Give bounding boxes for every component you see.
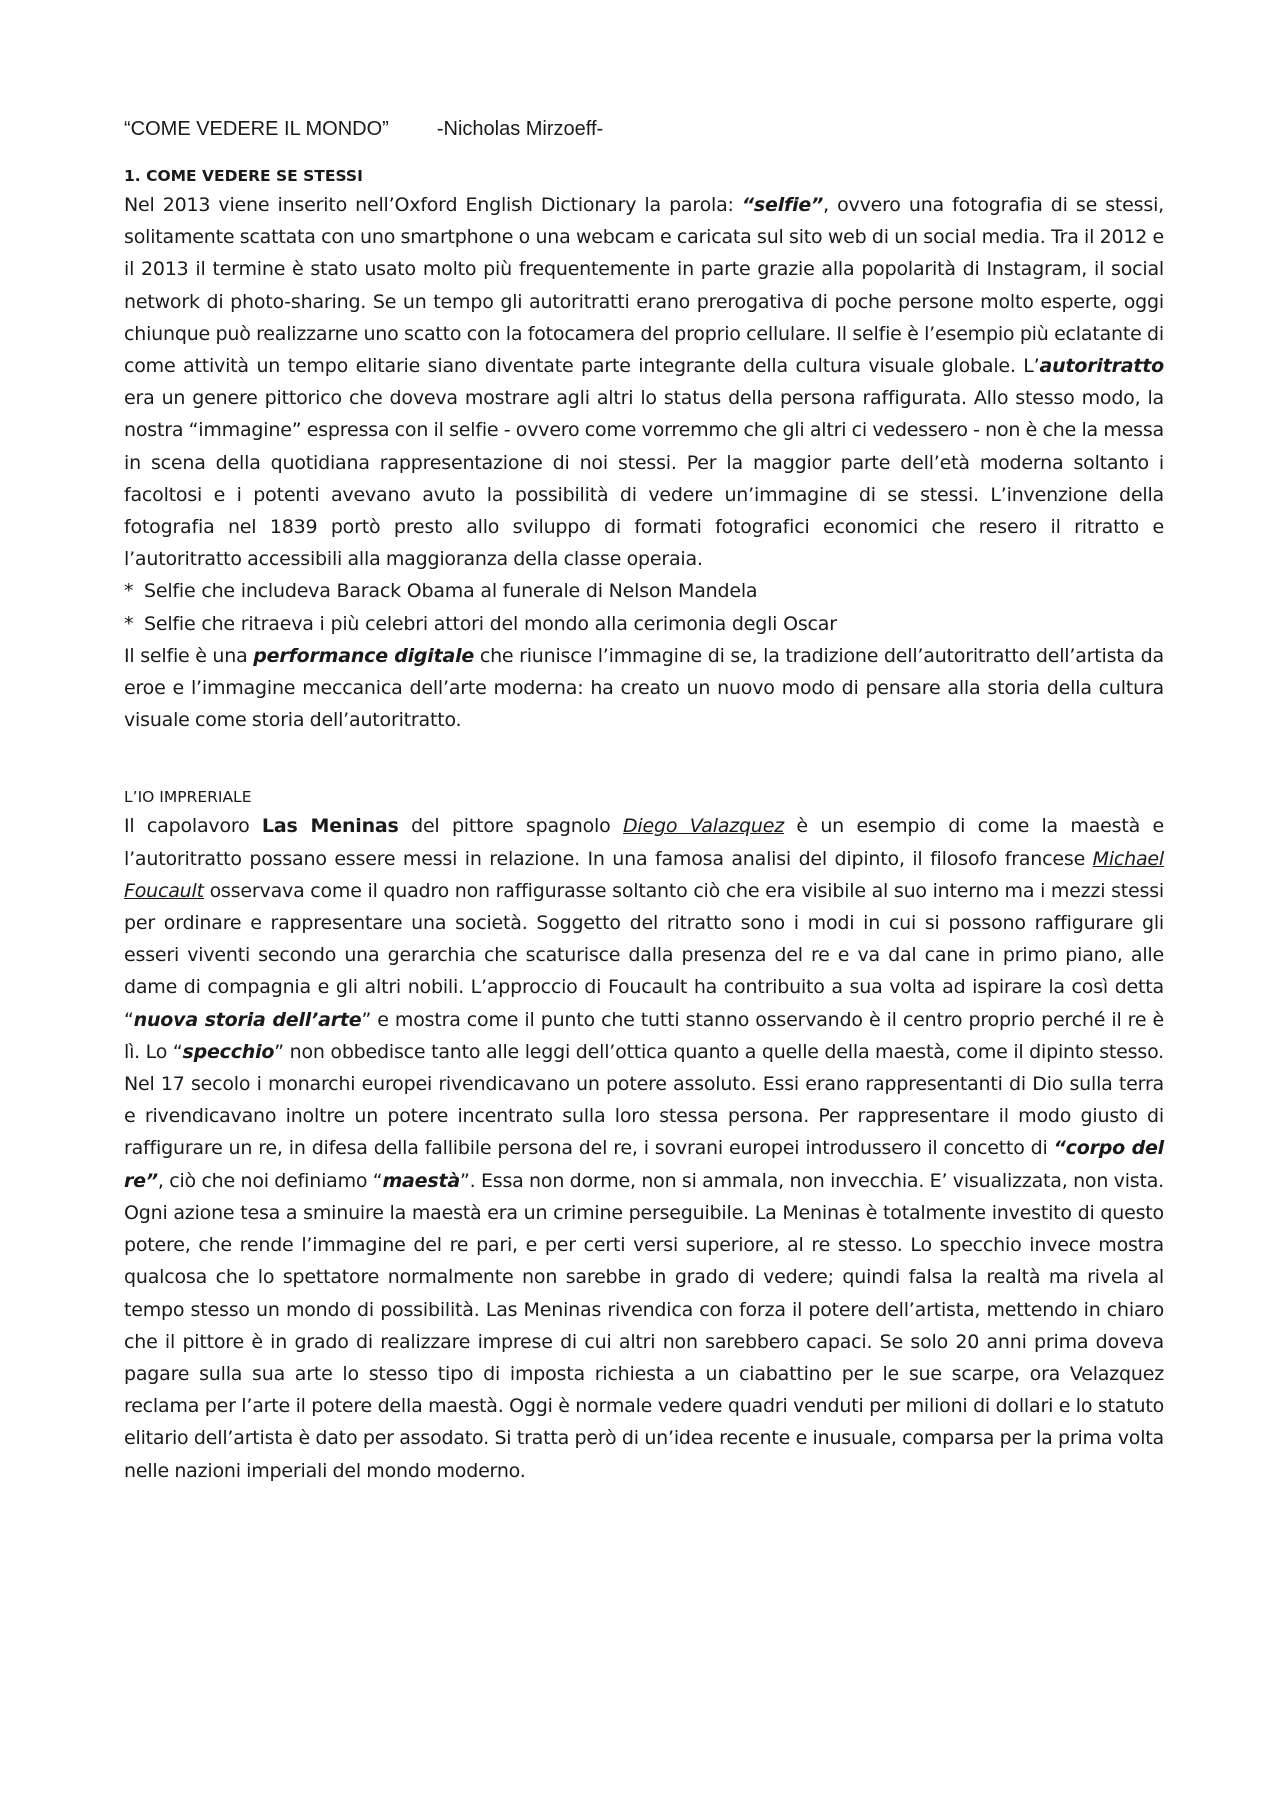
- section-heading-io-imperiale: L’IO IMPRERIALE: [124, 788, 252, 807]
- text-run: , ciò che noi definiamo “: [157, 1169, 383, 1192]
- term-selfie: “selfie”: [741, 194, 824, 216]
- document-title-line: [124, 118, 1164, 141]
- text-run: era un genere pittorico che doveva mostrare agli altri lo status della persona raffigurata. Allo stesso modo, la nostra “immagine” espressa con il selfie - ovvero come vorremmo che gli altri ci vedessero - non è che la messa in scena della quotidiana rappresentazione di noi stessi. Per la maggior parte dell’età moderna soltanto i facoltosi e i potenti avevano avuto la possibilità di vedere un’immagine di se stessi. L’invenzione della fotografia nel 1839 portò presto allo sviluppo di formati fotografici economici che resero il ritratto e l’autoritratto accessibili alla maggioranza della classe operaia.: [124, 387, 1164, 571]
- paragraph-las-meninas: [124, 810, 1164, 1486]
- bullet-item: * Selfie che includeva Barack Obama al funerale di Nelson Mandela: [124, 575, 1164, 607]
- text-run: che riunisce l’immagine di se, la tradizione dell’autoritratto dell’artista da eroe e l’immagine meccanica dell’arte moderna: ha creato un nuovo modo di pensare alla storia della cultura visuale come storia dell’autoritratto.: [124, 644, 1164, 732]
- term-nuova-storia-dell-arte: nuova storia dell’arte: [133, 1008, 362, 1031]
- document-page: [124, 118, 1164, 1487]
- text-run: ” non obbedisce tanto alle leggi dell’ottica quanto a quelle della maestà, come il dipinto stesso. Nel 17 secolo i monarchi europei rivendicavano un potere assoluto. Essi erano rappresentanti di Dio sulla terra e rivendicavano inoltre un potere incentrato sulla loro stessa persona. Per rappresentare il modo giusto di raffigurare un re, in difesa della fallibile persona del re, i sovrani europei introdussero il concetto di: [124, 1040, 1165, 1160]
- document-author: -Nicholas Mirzoeff-: [436, 118, 604, 140]
- text-run: è un esempio di come la maestà e l’autoritratto possano essere messi in relazione. In una famosa analisi del dipinto, il filosofo francese: [124, 815, 1164, 870]
- term-maesta: maestà: [382, 1169, 460, 1192]
- name-michael-foucault: Michael Foucault: [124, 847, 1164, 902]
- term-performance-digitale: performance digitale: [253, 644, 475, 667]
- text-run: , ovvero una fotografia di se stessi, solitamente scattata con uno smartphone o una webcam e caricata sul sito web di un social media. Tra il 2012 e il 2013 il termine è stato usato molto più frequentemente in parte grazie alla popolarità di Instagram, il social network di photo-sharing. Se un tempo gli autoritratti erano prerogativa di poche persone molto esperte, oggi chiunque può realizzarne uno scatto con la fotocamera del proprio cellulare. Il selfie è l’esempio più eclatante di come attività un tempo elitarie siano diventate parte integrante della cultura visuale globale. L’: [124, 194, 1164, 378]
- bullet-item: * Selfie che ritraeva i più celebri attori del mondo alla cerimonia degli Oscar: [124, 608, 1164, 640]
- term-las-meninas: Las Meninas: [261, 815, 399, 838]
- name-diego-valazquez: Diego Valazquez: [622, 815, 784, 838]
- bullet-list: [124, 575, 1164, 639]
- text-run: ” e mostra come il punto che tutti stanno osservando è il centro proprio perché il re è lì. Lo “: [124, 1008, 1164, 1063]
- term-specchio: specchio: [182, 1040, 275, 1063]
- text-run: Il capolavoro: [124, 815, 262, 838]
- term-autoritratto: autoritratto: [1039, 355, 1164, 378]
- text-run: ”. Essa non dorme, non si ammala, non invecchia. E’ visualizzata, non vista. Ogni azione tesa a sminuire la maestà era un crimine perseguibile. La Meninas è totalmente investito di questo potere, che rende l’immagine del re pari, e per certi versi superiore, al re stesso. Lo specchio invece mostra qualcosa che lo spettatore normalmente non sarebbe in grado di vedere; quindi falsa la realtà ma rivela al tempo stesso un mondo di possibilità. Las Meninas rivendica con forza il potere dell’artista, mettendo in chiaro che il pittore è in grado di realizzare imprese di cui altri non sarebbero capaci. Se solo 20 anni prima doveva pagare sulla sua arte lo stesso tipo di imposta richiesta a un ciabattino per le sue scarpe, ora Velazquez reclama per l’arte il potere della maestà. Oggi è normale vedere quadri venduti per milioni di dollari e lo statuto elitario dell’artista è dato per assodato. Si tratta però di un’idea recente e inusuale, comparsa per la prima volta nelle nazioni imperiali del mondo moderno.: [124, 1169, 1164, 1482]
- text-run: Nel 2013 viene inserito nell’Oxford English Dictionary la parola:: [124, 194, 742, 216]
- document-title: “COME VEDERE IL MONDO”: [124, 118, 389, 140]
- text-run: osservava come il quadro non raffigurasse soltanto ciò che era visibile al suo interno ma i mezzi stessi per ordinare e rappresentare una società. Soggetto del ritratto sono i modi in cui si possono raffigurare gli esseri viventi secondo una gerarchia che scaturisce dalla presenza del re e va dal cane in primo piano, alle dame di compagnia e gli altri nobili. L’approccio di Foucault ha contribuito a sua volta ad ispirare la così detta “: [124, 879, 1164, 1031]
- paragraph-performance-digitale: [124, 640, 1164, 737]
- text-run: Il selfie è una: [124, 644, 254, 667]
- text-run: del pittore spagnolo: [398, 815, 623, 838]
- paragraph-selfie-intro: [124, 189, 1164, 575]
- section-heading-come-vedere-se-stessi: 1. COME VEDERE SE STESSI: [124, 167, 363, 185]
- term-corpo-del-re: “corpo del re”: [124, 1137, 1164, 1192]
